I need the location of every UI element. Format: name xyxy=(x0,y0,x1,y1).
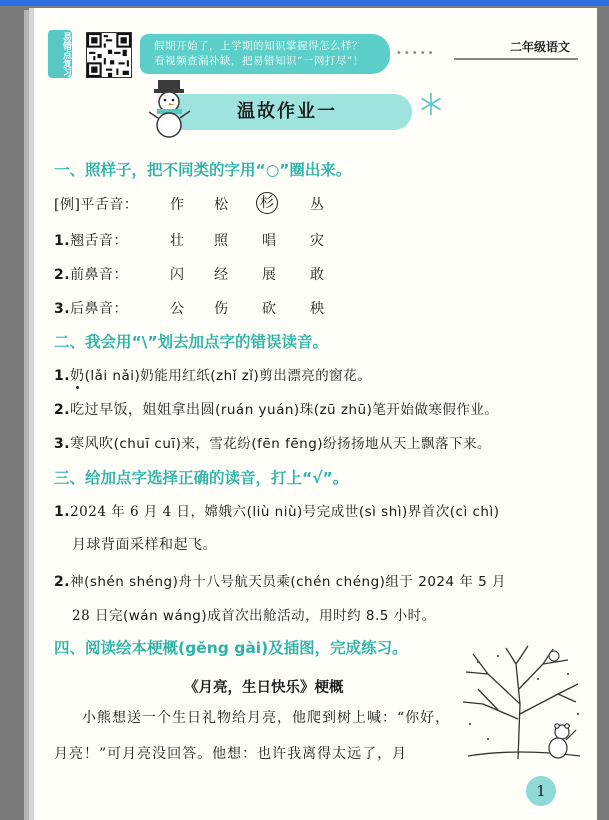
section-1-heading: 一、照样子，把不同类的字用“○”圈出来。 xyxy=(54,161,352,179)
row-2-label: 2.前鼻音： xyxy=(54,267,129,283)
row-1-label: 1.翘舌音： xyxy=(54,233,129,249)
word: 伤 xyxy=(214,301,228,317)
tip-line-2: 看视频查漏补缺，把易错知识“一网打尽”！ xyxy=(154,55,364,67)
video-tip-banner xyxy=(140,34,390,74)
word: 丛 xyxy=(310,197,324,213)
s3-q2-line-2: 28 日完(wán wáng)成首次出舱活动，用时约 8.5 小时。 xyxy=(72,608,436,624)
grade-label: 二年级语文 xyxy=(454,38,578,60)
s3-q2-line-1: 2.神(shén shéng)舟十八号航天员乘(chén chéng)组于 2024 年 5 月 xyxy=(54,574,507,590)
word: 经 xyxy=(214,267,228,283)
row-3-label: 3.后鼻音： xyxy=(54,301,129,317)
snowman-icon xyxy=(148,78,192,138)
browser-top-bar xyxy=(0,0,609,6)
qr-code-icon[interactable] xyxy=(86,32,132,78)
example-label: [例]平舌音： xyxy=(54,197,139,213)
word: 公 xyxy=(170,301,184,317)
s2-line-1: 1.奶(lǎi nǎi)奶能用红纸(zhǐ zǐ)剪出漂亮的窗花。 xyxy=(54,368,372,384)
review-badge: 易错点复习 xyxy=(48,30,72,78)
s3-q1-line-2: 月球背面采样和起飞。 xyxy=(72,537,217,553)
section-3-heading: 三、给加点字选择正确的读音，打上“√”。 xyxy=(54,469,349,487)
word: 松 xyxy=(214,197,228,213)
story-paragraph: 小熊想送一个生日礼物给月亮，他爬到树上喊：“你好，月亮！”可月亮没回答。他想：也许我离得太远了，月 xyxy=(54,710,451,762)
word: 灾 xyxy=(310,233,324,249)
word: 作 xyxy=(170,197,184,213)
story-title: 《月亮，生日快乐》梗概 xyxy=(184,680,344,696)
page-title: 温故作业一 xyxy=(162,94,412,130)
section-2-heading: 二、我会用“\”划去加点字的错误读音。 xyxy=(54,333,329,351)
circled-word: 杉 xyxy=(258,192,278,214)
section-4-heading: 四、阅读绘本梗概(gěng gài)及插图，完成练习。 xyxy=(54,639,408,657)
word: 展 xyxy=(262,267,276,283)
word: 闪 xyxy=(170,267,184,283)
tree-bear-illustration xyxy=(458,644,588,764)
word: 秧 xyxy=(310,301,324,317)
page-number: 1 xyxy=(526,776,556,806)
s2-line-2: 2.吃过早饭，姐姐拿出圆(ruán yuán)珠(zū zhū)笔开始做寒假作业。 xyxy=(54,402,499,418)
word: 照 xyxy=(214,233,228,249)
word: 砍 xyxy=(262,301,276,317)
word: 唱 xyxy=(262,233,276,249)
word: 敢 xyxy=(310,267,324,283)
worksheet-page xyxy=(34,8,597,820)
decorative-dots: ••••• xyxy=(396,48,436,59)
word: 壮 xyxy=(170,233,184,249)
tip-line-1: 假期开始了，上学期的知识掌握得怎么样？ xyxy=(154,40,363,52)
s2-line-3: 3.寒风吹(chuī cuī)来，雪花纷(fēn fēng)纷扬扬地从天上飘落下来。 xyxy=(54,436,492,452)
snowflake-icon xyxy=(419,92,443,116)
s3-q1-line-1: 1.2024 年 6 月 4 日，嫦娥六(liù niù)号完成世(sì shì)界首次(cì chì) xyxy=(54,504,500,520)
